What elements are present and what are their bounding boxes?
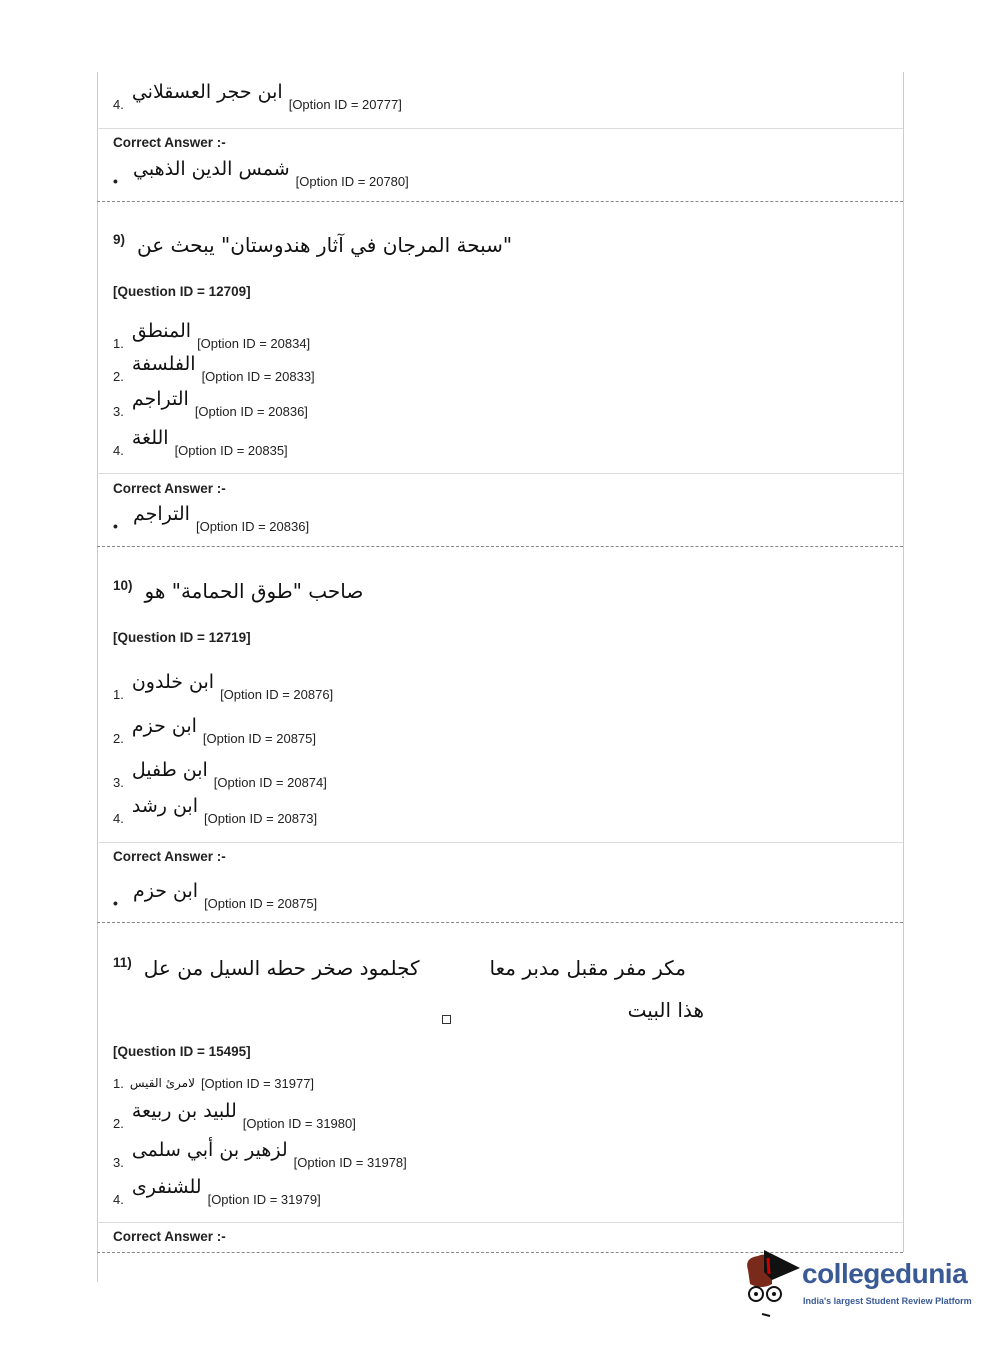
question-row bbox=[113, 955, 686, 981]
option-row bbox=[113, 758, 327, 790]
question-number: 11) bbox=[113, 955, 132, 970]
divider bbox=[97, 842, 903, 843]
option-row bbox=[113, 1099, 356, 1131]
option-id: [Option ID = 20835] bbox=[174, 443, 288, 458]
answer-text: التراجم bbox=[133, 503, 190, 525]
divider bbox=[97, 1222, 903, 1223]
option-row bbox=[113, 1175, 321, 1207]
question-number: 10) bbox=[113, 578, 133, 593]
option-id: [Option ID = 31979] bbox=[207, 1192, 321, 1207]
answer-option-id: [Option ID = 20780] bbox=[295, 174, 409, 189]
option-number: 1. bbox=[113, 687, 124, 702]
question-text: صاحب "طوق الحمامة" هو bbox=[144, 579, 364, 603]
option-text: للبيد بن ربيعة bbox=[131, 1100, 237, 1122]
option-id: [Option ID = 20874] bbox=[213, 775, 327, 790]
option-row bbox=[113, 80, 402, 112]
option-row bbox=[113, 387, 308, 419]
option-number: 4. bbox=[113, 1192, 124, 1207]
mascot-icon bbox=[742, 1250, 804, 1320]
verse-second-hemistich: كجلمود صخر حطه السيل من عل bbox=[143, 956, 420, 980]
option-row bbox=[113, 1138, 407, 1170]
answer-row bbox=[113, 157, 409, 189]
option-number: 1. bbox=[113, 1076, 124, 1091]
option-row bbox=[113, 352, 315, 384]
option-id: [Option ID = 20836] bbox=[194, 404, 308, 419]
answer-option-id: [Option ID = 20836] bbox=[195, 519, 310, 534]
option-text: التراجم bbox=[131, 388, 189, 410]
option-row bbox=[113, 319, 310, 351]
question-row bbox=[113, 578, 363, 604]
placeholder-box-icon bbox=[442, 1015, 451, 1024]
option-text: الفلسفة bbox=[131, 353, 196, 375]
question-separator bbox=[97, 546, 903, 547]
question-number: 9) bbox=[113, 232, 126, 247]
correct-answer-label: Correct Answer :- bbox=[113, 1229, 226, 1244]
option-number: 3. bbox=[113, 1155, 124, 1170]
option-number: 2. bbox=[113, 369, 124, 384]
option-number: 3. bbox=[113, 404, 124, 419]
option-row bbox=[113, 714, 316, 746]
logo-tagline: India's largest Student Review Platform bbox=[803, 1296, 972, 1306]
bullet: • bbox=[113, 518, 118, 534]
correct-answer-label: Correct Answer :- bbox=[113, 135, 226, 150]
option-text: ابن حزم bbox=[131, 715, 197, 737]
verse-first-hemistich: مكر مفر مقبل مدبر معا bbox=[489, 956, 686, 980]
option-row bbox=[113, 670, 333, 702]
option-id: [Option ID = 31977] bbox=[200, 1076, 315, 1091]
option-text: ابن رشد bbox=[131, 795, 198, 817]
option-number: 1. bbox=[113, 336, 124, 351]
answer-text: ابن حزم bbox=[133, 880, 199, 902]
question-row bbox=[113, 232, 512, 258]
option-id: [Option ID = 20834] bbox=[197, 336, 311, 351]
option-text: اللغة bbox=[131, 427, 169, 449]
divider bbox=[97, 473, 903, 474]
option-text: للشنفرى bbox=[131, 1176, 202, 1198]
answer-option-id: [Option ID = 20875] bbox=[204, 896, 318, 911]
question-id: [Question ID = 15495] bbox=[113, 1044, 251, 1059]
option-id: [Option ID = 20873] bbox=[203, 811, 318, 826]
page-border-left bbox=[97, 72, 98, 1282]
bullet: • bbox=[113, 173, 118, 189]
divider bbox=[97, 128, 903, 129]
correct-answer-label: Correct Answer :- bbox=[113, 849, 226, 864]
option-text: المنطق bbox=[131, 320, 192, 342]
option-id: [Option ID = 31980] bbox=[242, 1116, 356, 1131]
option-number: 4. bbox=[113, 443, 124, 458]
question-id: [Question ID = 12709] bbox=[113, 284, 251, 299]
option-number: 3. bbox=[113, 775, 124, 790]
collegedunia-logo bbox=[742, 1250, 972, 1320]
option-number: 4. bbox=[113, 97, 124, 112]
question-separator bbox=[97, 201, 903, 202]
question-text: "سبحة المرجان في آثار هندوستان" يبحث عن bbox=[137, 233, 513, 257]
option-id: [Option ID = 20833] bbox=[201, 369, 315, 384]
bullet: • bbox=[113, 895, 118, 911]
option-text: ابن خلدون bbox=[131, 671, 215, 693]
answer-row bbox=[113, 879, 317, 911]
question-separator bbox=[97, 922, 903, 923]
answer-text: شمس الدين الذهبي bbox=[133, 158, 290, 180]
option-text: ابن طفيل bbox=[131, 759, 208, 781]
option-id: [Option ID = 20876] bbox=[220, 687, 334, 702]
question-text-line2: هذا البيت bbox=[627, 998, 704, 1022]
logo-name: collegedunia bbox=[802, 1258, 968, 1289]
answer-row bbox=[113, 502, 309, 534]
question-id: [Question ID = 12719] bbox=[113, 630, 251, 645]
option-number: 2. bbox=[113, 731, 124, 746]
option-id: [Option ID = 20875] bbox=[202, 731, 317, 746]
option-row bbox=[113, 426, 288, 458]
option-text: لامرئ القيس bbox=[129, 1076, 195, 1090]
option-number: 2. bbox=[113, 1116, 124, 1131]
option-text: لزهير بن أبي سلمى bbox=[131, 1139, 288, 1161]
page-border-right bbox=[903, 72, 904, 1252]
correct-answer-label: Correct Answer :- bbox=[113, 481, 226, 496]
option-number: 4. bbox=[113, 811, 124, 826]
option-id: [Option ID = 20777] bbox=[288, 97, 402, 112]
option-row bbox=[113, 1076, 314, 1091]
option-text: ابن حجر العسقلاني bbox=[131, 81, 283, 103]
option-id: [Option ID = 31978] bbox=[293, 1155, 407, 1170]
option-row bbox=[113, 794, 317, 826]
